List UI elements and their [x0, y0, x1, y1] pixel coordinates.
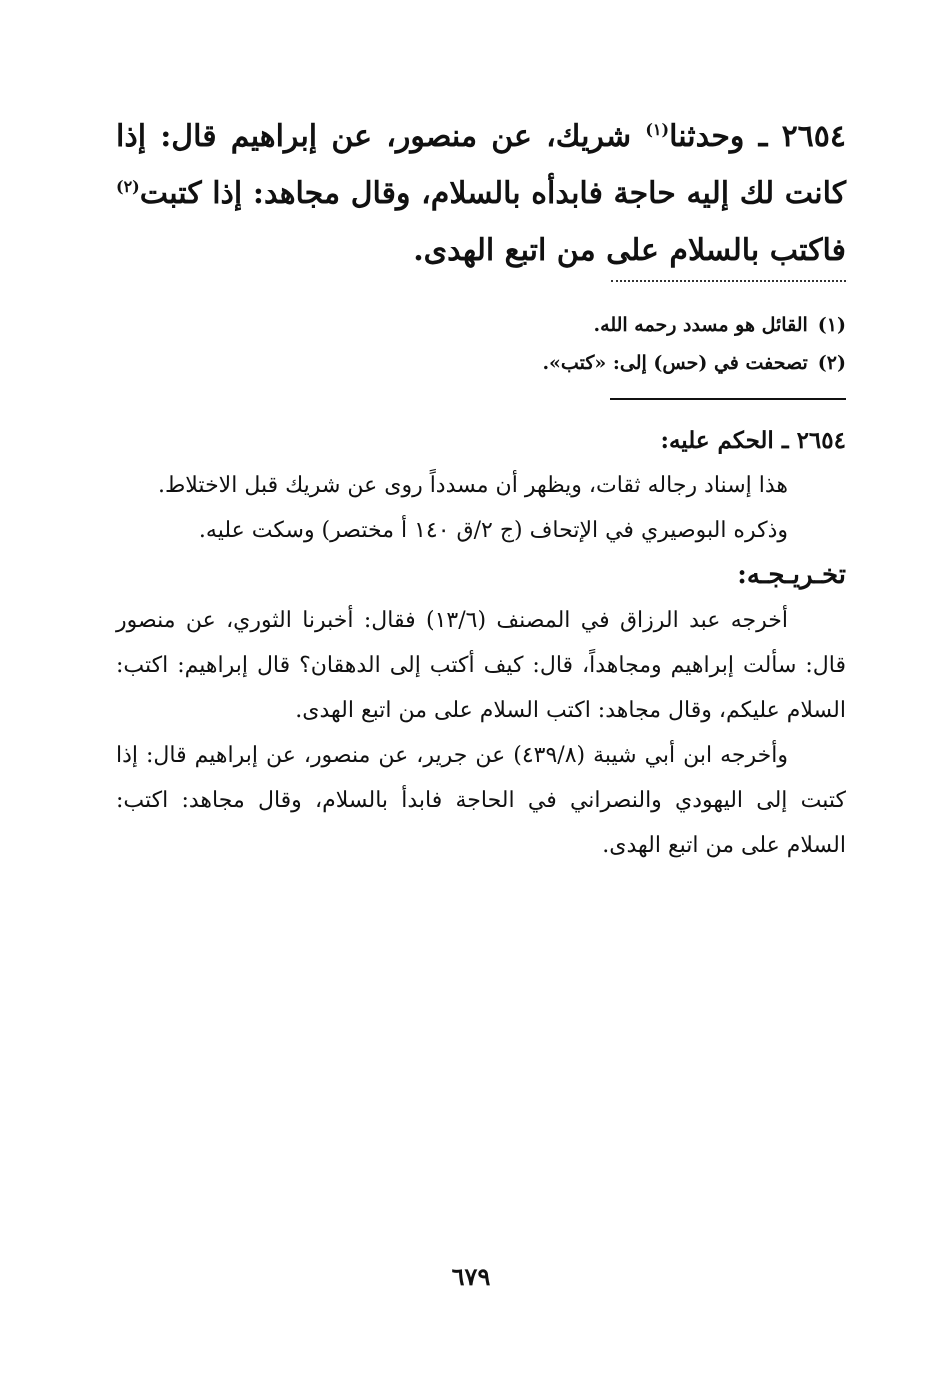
hadith-text [116, 108, 846, 279]
footnote-separator [611, 280, 846, 282]
takhrij-paragraph-2: وأخرجه ابن أبي شيبة (٤٣٩/٨) عن جرير، عن منصور، عن إبراهيم قال: إذا كتبت إلى اليهودي والنصراني في الحاجة فابدأ بالسلام، وقال مجاهد: اكتب: السلام على من اتبع الهدى. [116, 743, 846, 858]
footnote-marker-1: (١) [645, 120, 670, 139]
takhrij-heading: تخـريـجـه: [737, 560, 846, 590]
commentary [116, 418, 846, 868]
footnote-1-marker: (١) [817, 314, 846, 336]
hadith-part-3: فاكتب بالسلام على من اتبع الهدى. [413, 233, 846, 268]
ruling-line-1: هذا إسناد رجاله ثقات، ويظهر أن مسدداً روى عن شريك قبل الاختلاط. [157, 473, 788, 498]
hadith-part-2: شريك، عن منصور، عن إبراهيم قال: إذا كانت لك إليه حاجة فابدأه بالسلام، وقال مجاهد: إذا كتبت [116, 119, 846, 211]
ruling-line-2: وذكره البوصيري في الإتحاف (ج ٢/ق ١٤٠ أ مختصر) وسكت عليه. [198, 518, 788, 543]
page-number: ٦٧٩ [451, 1262, 491, 1291]
footnote-1 [116, 306, 846, 344]
footnote-2-marker: (٢) [817, 352, 846, 374]
hadith-number: ٢٦٥٤ [781, 119, 847, 154]
footnote-1-text: القائل هو مسدد رحمه الله. [593, 314, 808, 336]
footnote-marker-2: (٢) [116, 177, 140, 196]
takhrij-paragraph-1: أخرجه عبد الرزاق في المصنف (١٣/٦) فقال: أخبرنا الثوري، عن منصور قال: سألت إبراهيم ومجاهداً، قال: كيف أكتب إلى الدهقان؟ قال إبراهيم: اكتب: السلام عليكم، وقال مجاهد: اكتب السلام على من اتبع الهدى. [116, 608, 846, 723]
hadith-part-1: وحدثنا [669, 119, 745, 154]
footnotes [116, 306, 846, 382]
ruling-heading: ٢٦٥٤ ـ الحكم عليه: [660, 427, 846, 454]
hadith-dash: ـ [758, 119, 768, 154]
section-divider [610, 398, 846, 400]
footnote-2 [116, 344, 846, 382]
footnote-2-text: تصحفت في (حس) إلى: «كتب». [542, 352, 808, 374]
